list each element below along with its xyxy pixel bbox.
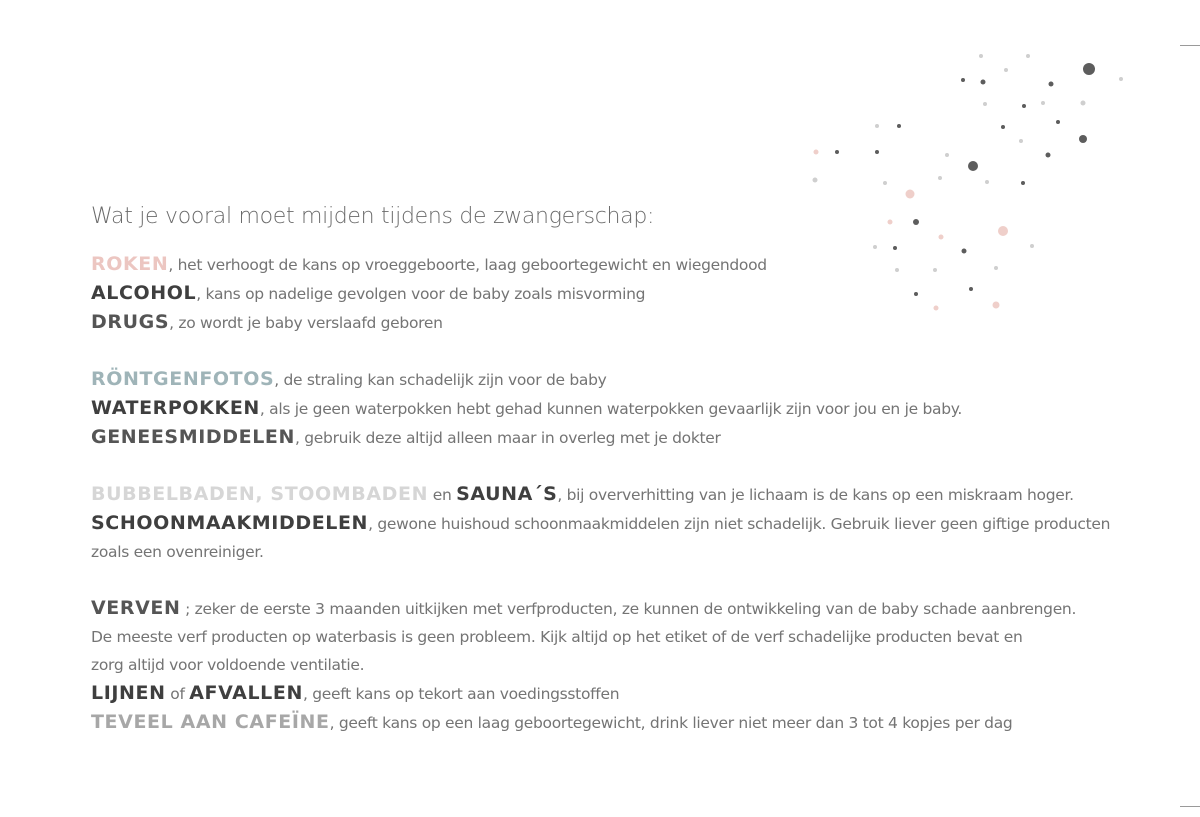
keyword: LIJNEN bbox=[91, 682, 166, 704]
item-text: , zo wordt je baby verslaafd geboren bbox=[169, 314, 443, 332]
keyword: VERVEN bbox=[91, 597, 181, 619]
connector-text: en bbox=[428, 486, 457, 504]
item-text: , als je geen waterpokken hebt gehad kunnen waterpokken gevaarlijk zijn voor jou en je baby. bbox=[259, 400, 963, 418]
item-text: , de straling kan schadelijk zijn voor de baby bbox=[274, 371, 607, 389]
keyword: WATERPOKKEN bbox=[91, 397, 260, 419]
keyword: SAUNA´S bbox=[456, 483, 558, 505]
list-item bbox=[91, 250, 1151, 279]
list-item bbox=[91, 509, 1151, 538]
item-text: , bij oververhitting van je lichaam is de kans op een miskraam hoger. bbox=[557, 486, 1074, 504]
list-item bbox=[91, 679, 1151, 708]
page-title: Wat je vooral moet mijden tijdens de zwangerschap: bbox=[91, 204, 655, 229]
keyword: RÖNTGENFOTOS bbox=[91, 368, 275, 390]
list-item bbox=[91, 279, 1151, 308]
list-item bbox=[91, 594, 1151, 623]
item-text: , geeft kans op een laag geboortegewicht, drink liever niet meer dan 3 tot 4 kopjes per dag bbox=[329, 714, 1013, 732]
item-text: , het verhoogt de kans op vroeggeboorte, laag geboortegewicht en wiegendood bbox=[168, 256, 767, 274]
list-item bbox=[91, 423, 1151, 452]
group-substances bbox=[91, 250, 1151, 337]
list-item-continuation bbox=[91, 538, 1151, 566]
keyword: BUBBELBADEN, STOOMBADEN bbox=[91, 483, 429, 505]
item-text: , geeft kans op tekort aan voedingsstoffen bbox=[302, 685, 620, 703]
item-text: zorg altijd voor voldoende ventilatie. bbox=[91, 656, 365, 674]
item-text: zoals een ovenreiniger. bbox=[91, 543, 264, 561]
keyword: SCHOONMAAKMIDDELEN bbox=[91, 512, 369, 534]
item-text: , gewone huishoud schoonmaakmiddelen zijn niet schadelijk. Gebruik liever geen giftige producten bbox=[368, 515, 1111, 533]
list-item bbox=[91, 708, 1151, 737]
keyword: AFVALLEN bbox=[189, 682, 303, 704]
keyword: DRUGS bbox=[91, 311, 170, 333]
list-item bbox=[91, 394, 1151, 423]
connector-text: of bbox=[165, 685, 190, 703]
list-item-continuation bbox=[91, 623, 1151, 651]
list-item bbox=[91, 480, 1151, 509]
list-item-continuation bbox=[91, 651, 1151, 679]
list-item bbox=[91, 365, 1151, 394]
group-medical bbox=[91, 365, 1151, 452]
keyword: TEVEEL AAN CAFEÏNE bbox=[91, 711, 330, 733]
item-text: , gebruik deze altijd alleen maar in overleg met je dokter bbox=[295, 429, 721, 447]
item-text: ; zeker de eerste 3 maanden uitkijken met verfproducten, ze kunnen de ontwikkeling van de baby schade aanbrengen. bbox=[180, 600, 1077, 618]
group-heat-chemicals bbox=[91, 480, 1151, 566]
keyword: ROKEN bbox=[91, 253, 169, 275]
avoid-list bbox=[91, 250, 1151, 765]
item-text: , kans op nadelige gevolgen voor de baby zoals misvorming bbox=[196, 285, 646, 303]
group-other bbox=[91, 594, 1151, 737]
keyword: GENEESMIDDELEN bbox=[91, 426, 296, 448]
keyword: ALCOHOL bbox=[91, 282, 197, 304]
list-item bbox=[91, 308, 1151, 337]
item-text: De meeste verf producten op waterbasis is geen probleem. Kijk altijd op het etiket of de verf schadelijke producten bevat en bbox=[91, 628, 1023, 646]
